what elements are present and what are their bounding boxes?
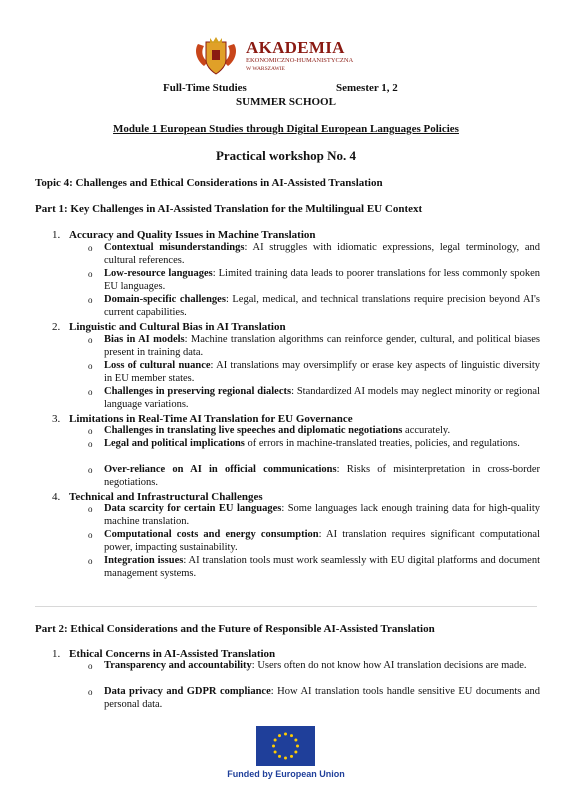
funded-by-eu: Funded by European Union [227, 769, 345, 779]
eu-star-icon [272, 745, 275, 748]
lion-crest-icon [190, 36, 242, 78]
subitem-text: : Legal, medical, and technical translations require precision beyond AI's current capabilities. [104, 294, 541, 318]
circle-bullet-icon: o [88, 269, 93, 279]
part2-heading: Part 2: Ethical Considerations and the Future of Responsible AI-Assisted Translation [35, 623, 435, 635]
subitem-text: : AI translation tools must work seamlessly with EU digital platforms and document management systems. [104, 555, 540, 579]
subitem-term: Loss of cultural nuance [104, 360, 211, 371]
list-number: 4. [52, 491, 61, 503]
list-subitem [104, 555, 540, 580]
list-number: 1. [52, 229, 61, 241]
subitem-text: : Risks of misinterpretation in cross-border negotiations. [104, 464, 541, 488]
circle-bullet-icon: o [88, 295, 93, 305]
eu-star-icon [274, 751, 277, 754]
list-subitem [104, 438, 540, 451]
subitem-text: : Standardized AI models may neglect minority or regional language variations. [104, 386, 540, 410]
subitem-term: Computational costs and energy consumption [104, 529, 319, 540]
subitem-term: Low-resource languages [104, 268, 213, 279]
eu-star-icon [290, 734, 293, 737]
list-number: 1. [52, 648, 61, 660]
workshop-title: Practical workshop No. 4 [215, 148, 357, 163]
circle-bullet-icon: o [88, 530, 93, 540]
subitem-text: : AI struggles with idiomatic expressions, legal terminology, and cultural references. [104, 242, 541, 266]
list-subitem [104, 464, 540, 489]
list-subitem [104, 294, 540, 319]
subitem-term: Domain-specific challenges [104, 294, 226, 305]
subitem-text: : Some languages lack enough training data for high-quality machine translation. [104, 503, 540, 527]
circle-bullet-icon: o [88, 387, 93, 397]
eu-star-icon [290, 755, 293, 758]
list-subitem [104, 503, 540, 528]
academy-logo [190, 36, 370, 78]
list-item-heading: Technical and Infrastructural Challenges [69, 491, 263, 503]
list-number: 3. [52, 413, 61, 425]
semester-label: Semester 1, 2 [336, 82, 398, 94]
eu-star-icon [278, 734, 281, 737]
subitem-term: Integration issues [104, 555, 184, 566]
subitem-text: accurately. [402, 425, 451, 436]
logo-city: W WARSZAWIE [246, 66, 285, 72]
subitem-term: Challenges in preserving regional dialects [104, 386, 292, 397]
list-subitem [104, 334, 540, 359]
school-label: SUMMER SCHOOL [236, 96, 336, 108]
eu-star-icon [284, 733, 287, 736]
circle-bullet-icon: o [88, 687, 93, 697]
module-title: Module 1 European Studies through Digital European Languages Policies [113, 123, 459, 135]
list-subitem [104, 360, 540, 385]
subitem-text: : AI translations may oversimplify or erase key aspects of linguistic diversity in EU member states. [104, 360, 541, 384]
circle-bullet-icon: o [88, 243, 93, 253]
subitem-text: of errors in machine-translated treaties, policies, and regulations. [244, 438, 520, 449]
list-subitem [104, 268, 540, 293]
circle-bullet-icon: o [88, 361, 93, 371]
subitem-term: Transparency and accountability [104, 660, 252, 671]
topic-heading: Topic 4: Challenges and Ethical Considerations in AI-Assisted Translation [35, 177, 383, 189]
subitem-term: Data scarcity for certain EU languages [104, 503, 282, 514]
list-subitem [104, 242, 540, 267]
subitem-term: Legal and political implications [104, 438, 245, 449]
circle-bullet-icon: o [88, 504, 93, 514]
list-subitem [104, 386, 540, 411]
section-divider [35, 606, 537, 607]
list-item-heading: Ethical Concerns in AI-Assisted Translation [69, 648, 276, 660]
circle-bullet-icon: o [88, 556, 93, 566]
list-item-heading: Linguistic and Cultural Bias in AI Translation [69, 321, 286, 333]
logo-subtitle: EKONOMICZNO-HUMANISTYCZNA [246, 57, 354, 64]
part1-heading: Part 1: Key Challenges in AI-Assisted Translation for the Multilingual EU Context [35, 203, 423, 215]
subitem-term: Bias in AI models [104, 334, 185, 345]
subitem-text: : Users often do not know how AI translation decisions are made. [251, 660, 527, 671]
eu-star-icon [274, 739, 277, 742]
logo-name: AKADEMIA [246, 38, 345, 57]
subitem-text: : AI translation requires significant computational power, impacting sustainability. [104, 529, 540, 553]
subitem-term: Contextual misunderstandings [104, 242, 245, 253]
subitem-text: : Machine translation algorithms can reinforce gender, cultural, and political biases present in training data. [104, 334, 540, 358]
list-subitem [104, 529, 540, 554]
list-subitem [104, 425, 540, 438]
eu-star-icon [294, 739, 297, 742]
subitem-term: Over-reliance on AI in official communications [104, 464, 337, 475]
list-item-heading: Limitations in Real-Time AI Translation for EU Governance [69, 413, 353, 425]
circle-bullet-icon: o [88, 335, 93, 345]
circle-bullet-icon: o [88, 661, 93, 671]
eu-star-icon [296, 745, 299, 748]
circle-bullet-icon: o [88, 465, 93, 475]
list-subitem [104, 660, 540, 673]
eu-star-icon [294, 751, 297, 754]
list-item-heading: Accuracy and Quality Issues in Machine Translation [69, 229, 316, 241]
subitem-text: : Limited training data leads to poorer translations for less commonly spoken EU languages. [104, 268, 540, 292]
eu-star-icon [278, 755, 281, 758]
subitem-term: Data privacy and GDPR compliance [104, 686, 271, 697]
subitem-text: : How AI translation tools handle sensitive EU documents and personal data. [104, 686, 540, 710]
list-subitem [104, 686, 540, 711]
circle-bullet-icon: o [88, 426, 93, 436]
eu-star-icon [284, 757, 287, 760]
studies-label: Full-Time Studies [163, 82, 247, 94]
circle-bullet-icon: o [88, 439, 93, 449]
subitem-term: Challenges in translating live speeches and diplomatic negotiations [104, 425, 403, 436]
eu-flag-icon [256, 726, 315, 766]
list-number: 2. [52, 321, 61, 333]
